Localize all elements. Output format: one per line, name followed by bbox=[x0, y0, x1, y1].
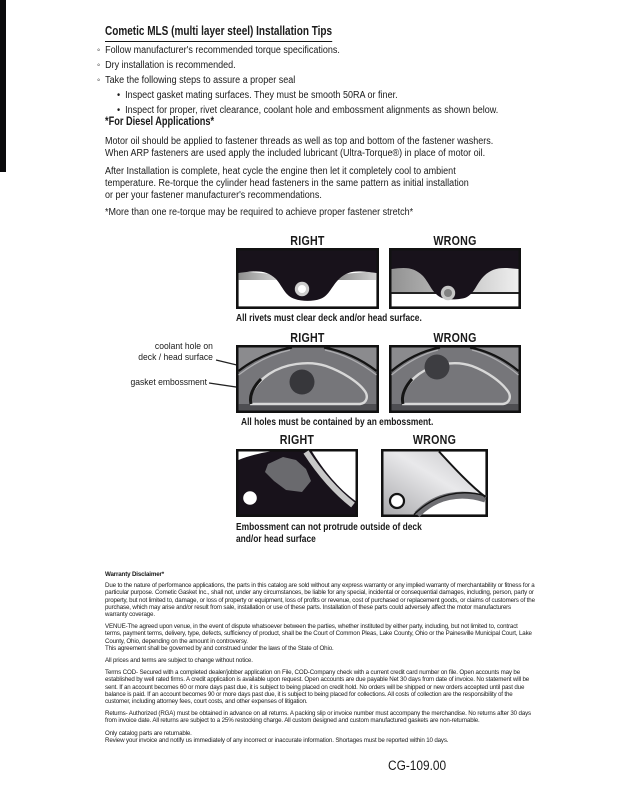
circle-bullet-icon: ◦ bbox=[97, 75, 101, 86]
gasket-embossment-annotation: gasket embossment bbox=[130, 377, 207, 388]
coolant-hole bbox=[425, 355, 450, 380]
row1-wrong-diagram bbox=[389, 248, 521, 309]
disclaimer-heading: Warranty Disclaimer* bbox=[105, 571, 165, 578]
diesel-p1-line2: When ARP fasteners are used apply the included lubricant (Ultra-Torque®) in place of motor oil. bbox=[105, 148, 486, 159]
row1-wrong-label: WRONG bbox=[433, 233, 477, 248]
warranty-disclaimer bbox=[105, 571, 535, 749]
row2-wrong-diagram bbox=[389, 345, 521, 413]
retorque-note: *More than one re-torque may be required to achieve proper fastener stretch* bbox=[105, 207, 414, 218]
row2-caption: All holes must be contained by an embossment. bbox=[241, 416, 434, 428]
row1-right-diagram bbox=[236, 248, 379, 309]
circle-bullet-icon: ◦ bbox=[97, 45, 101, 56]
tip-bullet-1: ◦ Follow manufacturer's recommended torque specifications. bbox=[97, 45, 340, 56]
coolant-hole bbox=[290, 370, 315, 395]
diesel-p1-line1: Motor oil should be applied to fastener threads as well as top and bottom of the fastener washers. bbox=[105, 136, 494, 147]
disclaimer-returns: Returns- Authorized (RGA) must be obtained in advance on all returns. A packing slip or invoice number must accompany the merchandise. No returns after 30 days from invoice date. All returns are subject to a 25% restocking charge. All custom designed and custom manufactured gaskets are non-returnable. bbox=[105, 710, 532, 725]
disclaimer-prices: All prices and terms are subject to change without notice. bbox=[105, 657, 253, 665]
row1-caption: All rivets must clear deck and/or head surface. bbox=[236, 312, 422, 324]
scan-edge-artifact bbox=[0, 0, 6, 172]
dot-bullet-icon: • bbox=[117, 105, 121, 116]
dot-bullet-icon: • bbox=[117, 90, 121, 101]
disclaimer-only-catalog: Only catalog parts are returnable. bbox=[105, 729, 192, 737]
row2-right-label: RIGHT bbox=[290, 330, 325, 345]
row3-wrong-diagram bbox=[381, 449, 488, 517]
circle-bullet-icon: ◦ bbox=[97, 60, 101, 71]
diesel-p2-line1: After Installation is complete, heat cycle the engine then let it completely cool to ambient bbox=[105, 166, 456, 177]
disclaimer-review: Review your invoice and notify us immediately of any incorrect or inaccurate information. Shortages must be reported within 10 days. bbox=[105, 736, 449, 744]
row2-right-diagram bbox=[236, 345, 379, 413]
page-title: Cometic MLS (multi layer steel) Installation Tips bbox=[105, 24, 389, 38]
row3-right-label: RIGHT bbox=[279, 432, 315, 447]
row3-caption-line1: Embossment can not protrude outside of deck bbox=[236, 521, 422, 533]
bolt-hole bbox=[243, 491, 257, 505]
row3-right-diagram bbox=[236, 449, 358, 517]
disclaimer-terms: Terms COD- Secured with a completed dealer/jobber application on File, COD-Company check with a current credit card number on file. Open accounts may be established by well rated firms. A credit application is available upon request. Open accounts are due payable Net 30 days from date of invoice. No statement will be sent. If an account becomes 60 or more days past due, it is subject to being placed on credit hold. No orders will be shipped or new orders accepted until past due balance is paid. If an account becomes 90 or more days past due, it is subject to being placed for collections. All costs of collection are the responsibility of the customer, including attorney fees, court costs, and other expenses of litigation. bbox=[105, 669, 530, 706]
diesel-heading: *For Diesel Applications* bbox=[105, 116, 215, 128]
tip-sub-bullet-2: • Inspect for proper, rivet clearance, coolant hole and embossment alignments as shown below. bbox=[117, 105, 499, 116]
bolt-hole bbox=[390, 494, 404, 508]
disclaimer-venue: VENUE-The agreed upon venue, in the event of dispute whatsoever between the parties, whether instituted by either party, including, but not limited to, contract terms, payment terms, delivery, type, defects, sufficiency of product, shall be the Court of Common Pleas, Lake County, Ohio or the Painesville Municipal Court, Lake County, Ohio, depending on the amount in controversy. bbox=[105, 623, 532, 645]
coolant-hole-annotation: coolant hole on deck / head surface bbox=[138, 341, 213, 363]
row3-wrong-label: WRONG bbox=[412, 432, 457, 447]
row3-caption-line2: and/or head surface bbox=[236, 533, 316, 545]
tip-bullet-2: ◦ Dry installation is recommended. bbox=[97, 60, 236, 71]
tip-bullet-3: ◦ Take the following steps to assure a proper seal bbox=[97, 75, 296, 86]
diesel-p2-line3: or per your fastener manufacturer's recommendations. bbox=[105, 190, 322, 201]
page-code: CG-109.00 bbox=[388, 758, 447, 773]
row2-wrong-label: WRONG bbox=[433, 330, 477, 345]
disclaimer-warranty: Due to the nature of performance applications, the parts in this catalog are sold without any express warranty or any implied warranty of merchantability or fitness for a particular purpose. Cometic Gasket Inc., shall not, under any circumstances, be liable for any special, incidental or consequential damages, including, person, party or property, but not limited to, damage, or loss of property or equipment, loss of profits or revenue, cost of purchased or replacement goods, or claims of customers of the purchase, which may arise and/or result from sale, installation or use of these parts. Installation of these parts could adversely affect the motor manufacturers warranty coverage. bbox=[105, 582, 535, 619]
disclaimer-governed: This agreement shall be governed by and construed under the laws of the State of Ohio. bbox=[105, 644, 334, 652]
row1-right-label: RIGHT bbox=[290, 233, 325, 248]
tip-sub-bullet-1: • Inspect gasket mating surfaces. They must be smooth 50RA or finer. bbox=[117, 90, 398, 101]
diesel-p2-line2: temperature. Re-torque the cylinder head fasteners in the same pattern as initial installation bbox=[105, 178, 469, 189]
